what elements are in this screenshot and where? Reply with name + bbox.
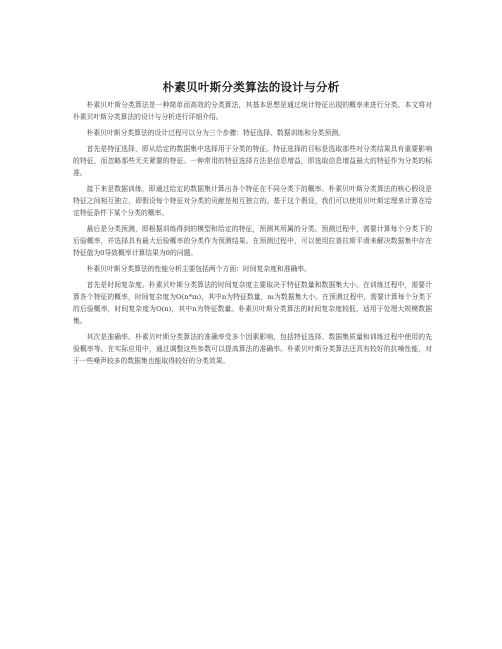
- paragraph-design-steps: 朴素贝叶斯分类算法的设计过程可以分为三个步骤：特征选择、数据训练和分类预测。: [86, 129, 345, 137]
- paragraph-feature-selection: 首先是特征选择，即从给定的数据集中选择用于分类的特征。特征选择的目标是选取那些对分类结果具有重要影响的特征，而忽略那些无关紧要的特征。一种常用的特征选择方法是信息增益，即选取信息增益最大的特征作为分类的标准。: [73, 145, 432, 177]
- document-body: [73, 99, 432, 371]
- paragraph-data-training: 接下来是数据训练，即通过给定的数据集计算出各个特征在不同分类下的概率。朴素贝叶斯分类算法的核心假设是特征之间相互独立，即假设每个特征对分类的贡献是相互独立的。基于这个假设，我们可以使用贝叶斯定理来计算在给定特征条件下某个分类的概率。: [73, 185, 432, 217]
- paragraph-accuracy: 其次是准确率。朴素贝叶斯分类算法的准确率受多个因素影响，包括特征选择、数据集质量和训练过程中使用的先验概率等。在实际应用中，通过调整这些参数可以提高算法的准确率。朴素贝叶斯分类算法还具有较好的抗噪性能，对于一些噪声较多的数据集也能取得较好的分类效果。: [73, 333, 432, 365]
- paragraph-performance-analysis: 朴素贝叶斯分类算法的性能分析主要包括两个方面：时间复杂度和准确率。: [86, 265, 311, 273]
- paragraph-time-complexity: 首先是时间复杂度。朴素贝叶斯分类算法的时间复杂度主要取决于特征数量和数据集大小。在训练过程中，需要计算各个特征的概率，时间复杂度为O(n*m)，其中n为特征数量，m为数据集大小。在预测过程中，需要计算每个分类下的后验概率，时间复杂度为O(n)，其中n为特征数量。朴素贝叶斯分类算法的时间复杂度较低，适用于处理大规模数据集。: [73, 281, 432, 325]
- paragraph-classification-prediction: 最后是分类预测，即根据训练得到的模型和给定的特征，预测其所属的分类。预测过程中，需要计算每个分类下的后验概率，并选择具有最大后验概率的分类作为预测结果。在预测过程中，可以使用拉普拉斯平滑来解决数据集中存在特征值为0导致概率计算结果为0的问题。: [73, 225, 432, 257]
- paragraph-intro: 朴素贝叶斯分类算法是一种简单而高效的分类算法，其基本思想是通过统计特征出现的概率来进行分类。本文将对朴素贝叶斯分类算法的设计与分析进行详细介绍。: [73, 101, 432, 121]
- document-title: 朴素贝叶斯分类算法的设计与分析: [162, 80, 340, 94]
